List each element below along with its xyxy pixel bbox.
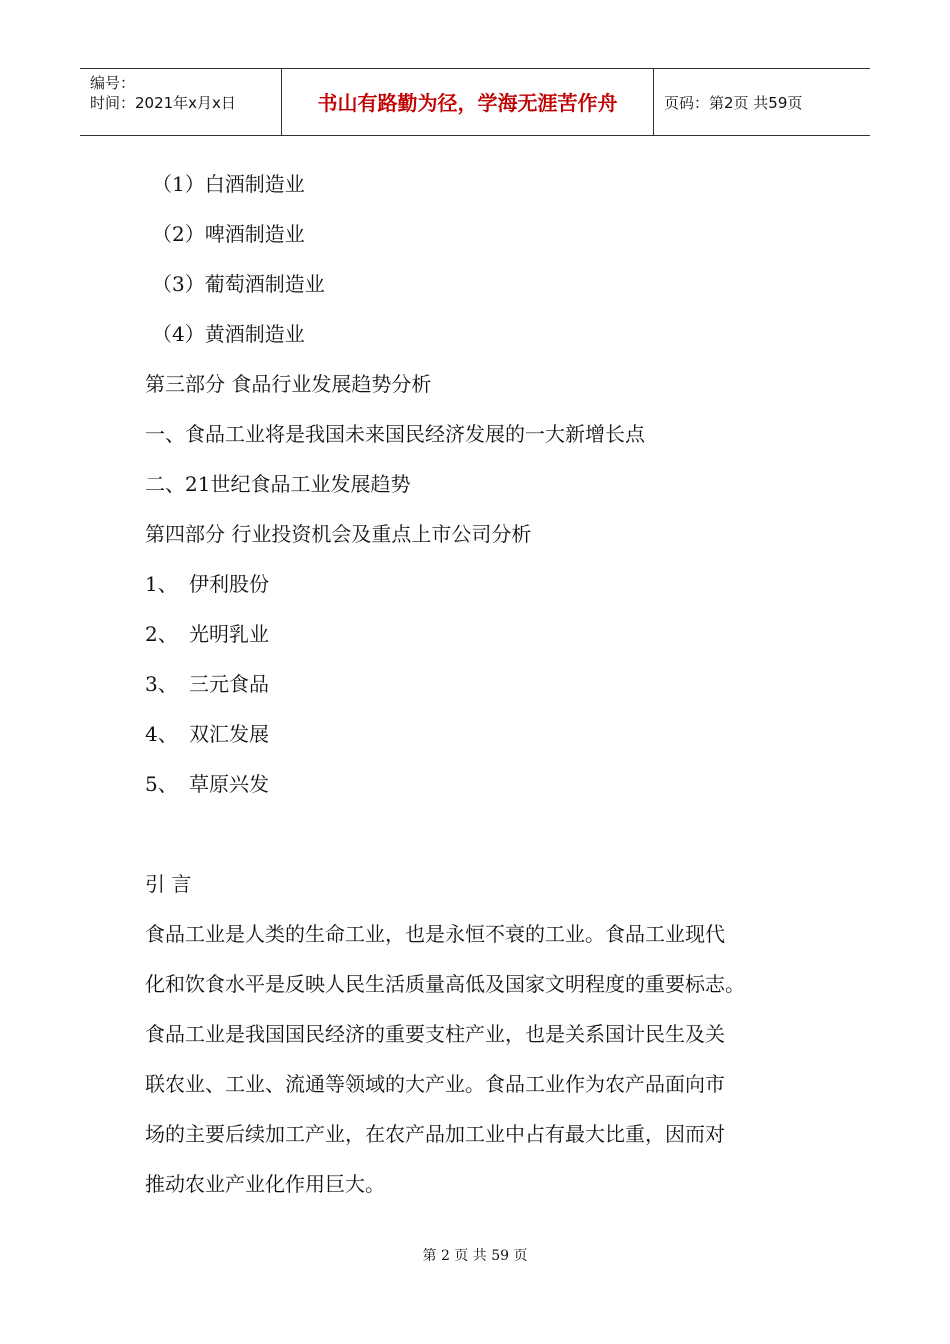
header-page-info: 页码：第2页 共59页 <box>664 94 803 112</box>
page-footer: 第 2 页 共 59 页 <box>422 1248 528 1264</box>
company-number: 5、 <box>145 772 178 796</box>
company-number: 4、 <box>145 722 178 746</box>
company-item <box>145 770 269 798</box>
part4-title: 第四部分 行业投资机会及重点上市公司分析 <box>145 522 532 546</box>
header-meta <box>80 69 282 135</box>
company-name: 双汇发展 <box>189 722 269 746</box>
company-number: 2、 <box>145 622 178 646</box>
intro-paragraph-line: 化和饮食水平是反映人民生活质量高低及国家文明程度的重要标志。 <box>145 972 745 996</box>
company-item <box>145 620 269 648</box>
intro-paragraph-line: 食品工业是我国国民经济的重要支柱产业，也是关系国计民生及关 <box>145 1022 725 1046</box>
company-number: 1、 <box>145 572 178 596</box>
outline-sub-item: （1）白酒制造业 <box>152 172 305 196</box>
intro-paragraph-line: 场的主要后续加工产业，在农产品加工业中占有最大比重，因而对 <box>145 1122 725 1146</box>
intro-title: 引 言 <box>145 872 192 896</box>
part3-item: 二、21世纪食品工业发展趋势 <box>145 472 411 496</box>
company-name: 草原兴发 <box>189 772 269 796</box>
intro-paragraph-line: 联农业、工业、流通等领域的大产业。食品工业作为农产品面向市 <box>145 1072 725 1096</box>
page-header <box>80 68 870 136</box>
part3-title: 第三部分 食品行业发展趋势分析 <box>145 372 432 396</box>
intro-paragraph-line: 食品工业是人类的生命工业，也是永恒不衰的工业。食品工业现代 <box>145 922 725 946</box>
header-motto: 书山有路勤为径，学海无涯苦作舟 <box>282 69 654 135</box>
outline-sub-item: （3）葡萄酒制造业 <box>152 272 325 296</box>
outline-sub-item: （2）啤酒制造业 <box>152 222 305 246</box>
company-item <box>145 720 269 748</box>
company-name: 光明乳业 <box>189 622 269 646</box>
company-item <box>145 670 269 698</box>
company-item <box>145 570 269 598</box>
part3-item: 一、食品工业将是我国未来国民经济发展的一大新增长点 <box>145 422 645 446</box>
company-name: 三元食品 <box>189 672 269 696</box>
company-number: 3、 <box>145 672 178 696</box>
header-time-label: 时间：2021年x月x日 <box>90 94 236 112</box>
outline-sub-item: （4）黄酒制造业 <box>152 322 305 346</box>
intro-paragraph-line: 推动农业产业化作用巨大。 <box>145 1172 385 1196</box>
header-number-label: 编号： <box>90 74 136 92</box>
company-name: 伊利股份 <box>189 572 269 596</box>
